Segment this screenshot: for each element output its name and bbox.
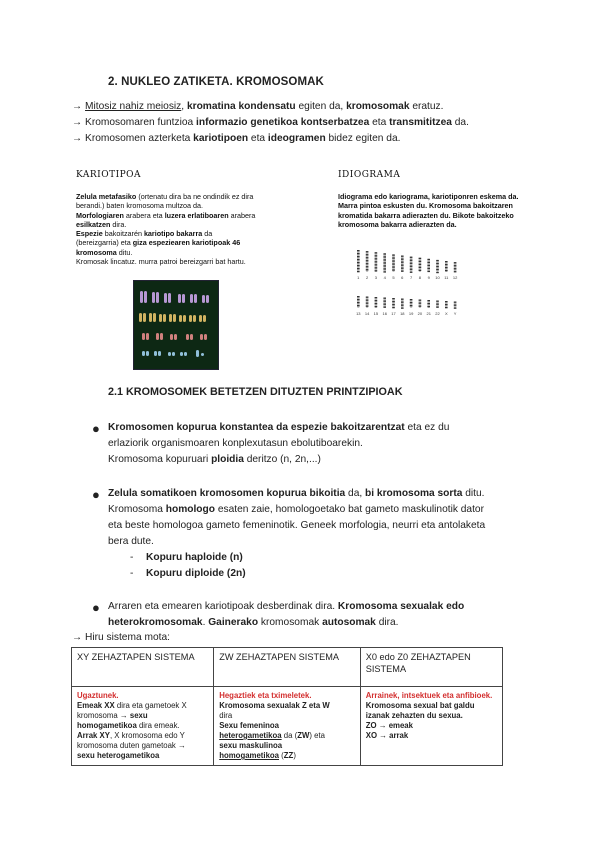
bold-text: esilkatzen — [76, 219, 111, 229]
ideogram-number: 5 — [392, 275, 395, 280]
ideogram-chromosome — [391, 298, 396, 316]
text: deritzo (n, 2n,...) — [243, 454, 321, 465]
ideogram-number: X — [444, 311, 448, 316]
dash-icon: - — [130, 568, 134, 579]
bold-text: Kromosoma sexualak edo — [337, 601, 465, 612]
ideogram-text: Idiograma edo kariograma, kariotiponren eskema da. Marra pintoa eskusten du. Kromosoma bakoitzaren kromatida bakarra adierazten du. Bikote bakoitzeko kromosoma bakarra adierazten da. — [338, 192, 519, 229]
bold-text: ZZ — [283, 751, 294, 760]
haploid-label: Kopuru haploide (n) — [146, 552, 243, 563]
subsection-heading: 2.1 KROMOSOMEK BETETZEN DITUZTEN PRINTZIPIOAK — [108, 386, 403, 398]
text: Kromosak lincatuz. murra patroi bereizgarri bat hartu. — [76, 257, 246, 267]
text: esaten zaie, homologoetako bat gameto maskulinotik dator — [214, 504, 484, 515]
text: kromosoma → — [77, 711, 130, 720]
ideogram-number: 1 — [357, 275, 360, 280]
cell-x0 — [360, 687, 502, 766]
ideogram-chromosome — [357, 250, 360, 280]
text: ditu. — [462, 488, 485, 499]
text: ) — [293, 751, 296, 760]
text: (ortenatu dira ba ne ondindik ez dira — [136, 192, 254, 201]
bold-text: ideogramen — [267, 133, 326, 144]
text: dira eta gametoek X — [114, 701, 187, 710]
bold-text: Zelula metafasiko — [76, 192, 137, 201]
bold-text: Arrak XY — [77, 731, 110, 740]
dash-icon: - — [130, 552, 134, 563]
bold-text: kariotipoen — [193, 133, 249, 144]
ideogram-chromosome — [453, 262, 458, 280]
bold-text: sexu — [129, 711, 148, 720]
bold-text: izanak zehazten du sexua. — [365, 711, 463, 720]
ideogram-number: 4 — [383, 275, 386, 280]
text: Kromosoma — [108, 504, 166, 515]
bold-text: autosomak — [322, 617, 376, 628]
bold-text: giza espeziearen kariotipoak 46 — [132, 238, 241, 248]
text: da. — [451, 117, 469, 128]
ideogram-chromosome — [454, 302, 457, 317]
bold-text: ZW — [297, 731, 310, 740]
intro-line-3 — [72, 132, 400, 145]
text: dira. — [110, 219, 127, 229]
text: berandi.) baten kromosoma multzoa da. — [76, 201, 204, 211]
bold-text: homogametikoa — [77, 721, 137, 730]
ideogram-number: 8 — [418, 275, 422, 280]
table-header-row — [72, 648, 503, 687]
bold-text: Emeak XX — [77, 701, 115, 710]
bullet-1-text — [108, 420, 528, 468]
text: arabera — [228, 210, 256, 220]
text: (bereizgarria) eta — [76, 238, 133, 248]
intro-line-2 — [72, 116, 469, 129]
diploid-label: Kopuru diploide (2n) — [146, 568, 246, 579]
karyotype-text — [76, 192, 296, 266]
bold-text: Sexu femeninoa — [219, 721, 280, 730]
arrow-icon: → — [72, 133, 83, 144]
ideogram-number: 14 — [364, 311, 370, 316]
bold-text: informazio genetikoa kontserbatzea — [196, 117, 370, 128]
bold-text: Zelula somatikoen kromosomen kopurua bikoitia — [108, 488, 346, 499]
ideogram-number: 11 — [444, 275, 449, 280]
bold-text: kromatina kondensatu — [186, 101, 296, 112]
text: Kromosomaren funtzioa — [82, 117, 197, 128]
ideogram-chromosome — [400, 299, 405, 317]
bold-text: kromosoma — [76, 247, 117, 257]
text: ditu. — [116, 247, 133, 257]
text: eta — [248, 133, 268, 144]
text: dira. — [375, 617, 399, 628]
ideogram-chromosome — [409, 299, 414, 316]
bullet-icon: ● — [92, 487, 100, 502]
ideogram-chromosome — [435, 260, 440, 280]
bullet-3-text — [108, 599, 528, 631]
bold-text: bi kromosoma sorta — [365, 488, 463, 499]
bullet-icon: ● — [92, 421, 100, 436]
bold-text: ZO → emeak — [365, 721, 413, 730]
bold-text: kariotipo bakarra — [143, 229, 203, 239]
bold-text: transmititzea — [389, 117, 452, 128]
text: eratuz. — [409, 101, 444, 112]
bold-text: Kromosoma sexual bat galdu — [365, 701, 475, 710]
ideogram-number: 12 — [452, 275, 458, 280]
text: eta beste homologoa gameto femeninotik. Geneek morfologia, neurri eta antolaketa — [108, 520, 486, 531]
section-heading: 2. NUKLEO ZATIKETA. KROMOSOMAK — [108, 76, 324, 88]
underlined-text: Mitosiz nahiz meiosiz — [85, 101, 182, 112]
ideogram-chromosome — [382, 298, 387, 317]
bold-text: sexu heterogametikoa — [77, 751, 160, 760]
text: Kromosoma kopuruari — [108, 454, 212, 465]
ideogram-number: 13 — [356, 311, 361, 316]
header-xy: XY ZEHAZTAPEN SISTEMA — [72, 648, 214, 687]
ideogram-chromosome — [445, 301, 448, 316]
text: bidez egiten da. — [325, 133, 401, 144]
text: da — [202, 229, 213, 239]
bold-text: Kromosoma sexualak Z eta W — [219, 701, 330, 710]
text: dira emeak. — [136, 721, 180, 730]
bold-text: ploidia — [211, 454, 244, 465]
systems-intro: → Hiru sistema mota: — [72, 632, 170, 643]
ideogram-number: 6 — [401, 275, 404, 280]
ideogram-chromosome — [410, 257, 413, 280]
ideogram-number: 18 — [400, 311, 405, 316]
ideogram-chromosome — [365, 297, 370, 317]
bullet-2-text — [108, 486, 528, 550]
ideogram-number: 3 — [374, 275, 378, 280]
ideogram-chromosome — [366, 251, 369, 280]
ideogram-chromosome — [356, 296, 361, 316]
ideogram-number: 19 — [408, 311, 414, 316]
bold-text: homogametikoa — [219, 751, 280, 760]
text: dira — [219, 711, 233, 720]
karyotype-chromosomes-picture — [134, 281, 218, 369]
bold-text: heterogametikoa — [219, 731, 282, 740]
text: bakoitzarén — [102, 229, 144, 239]
ideogram-number: 17 — [391, 311, 396, 316]
ideogram-chromosome — [419, 258, 422, 280]
ideogram-number: 21 — [426, 311, 431, 316]
text: da ( — [281, 731, 298, 740]
text: bera dute. — [108, 536, 154, 547]
ideogram-chromosome — [401, 256, 404, 281]
text: , X kromosoma edo Y — [109, 731, 185, 740]
red-label: Ugaztunek. — [77, 691, 119, 700]
ideogram-chromosome — [426, 300, 431, 316]
red-label: Hegaztiek eta tximeletek. — [219, 691, 312, 700]
table-row — [72, 687, 503, 766]
text: kromosomak — [258, 617, 323, 628]
bold-text: Espezie — [76, 229, 103, 239]
cell-xy — [72, 687, 214, 766]
ideogram-number: 16 — [382, 311, 387, 316]
text: Arraren eta emearen kariotipoak desberdinak dira. — [108, 601, 338, 612]
ideogram-chromosome — [435, 301, 440, 317]
text: eta ez du — [404, 422, 450, 433]
bold-text: Gainerako — [208, 617, 259, 628]
red-label: Arrainek, intsektuek eta anfibioek. — [365, 691, 493, 700]
ideogram-title: IDIOGRAMA — [338, 170, 401, 180]
ideogram-number: Y — [453, 311, 457, 316]
ideogram-number: 15 — [373, 311, 379, 316]
cell-zw — [214, 687, 361, 766]
ideogram-chromosome — [383, 253, 386, 280]
bold-text: XO → arrak — [365, 731, 409, 740]
arrow-icon: → — [72, 101, 83, 112]
text: Kromosomen azterketa — [82, 133, 194, 144]
ideogram-chromosome — [392, 254, 395, 280]
ideogram-chromosome — [418, 300, 423, 317]
text: . — [202, 617, 209, 628]
ideogram-chromosome — [374, 297, 379, 316]
ideogram-chromosome — [427, 259, 430, 280]
bold-text: Morfologiaren — [76, 210, 124, 220]
text: , — [181, 101, 187, 112]
ideogram-image — [354, 246, 462, 320]
text: ( — [279, 751, 284, 760]
ideogram-number: 10 — [435, 275, 440, 280]
bold-text: kromosomak — [346, 101, 410, 112]
ideogram-chromosome — [444, 261, 449, 280]
bold-text: Kromosomen kopurua konstantea da espezie bakoitzarentzat — [108, 422, 405, 433]
ideogram-number: 22 — [435, 311, 440, 316]
text: kromosoma duten gametoak → — [77, 741, 186, 750]
ideogram-number: 20 — [417, 311, 423, 316]
karyotype-image — [133, 280, 219, 370]
text: erlaziorik organismoaren konplexutasun ebolutiboarekin. — [108, 438, 363, 449]
intro-line-1 — [72, 100, 443, 113]
ideogram-number: 9 — [427, 275, 430, 280]
bold-text: sexu maskulinoa — [219, 741, 283, 750]
bold-text: luzera erlatiboaren — [164, 210, 229, 220]
bold-text: homologo — [165, 504, 215, 515]
arrow-icon: → — [72, 117, 83, 128]
bold-text: heterokromosomak — [108, 617, 203, 628]
ideogram-chromosomes-picture — [354, 246, 462, 320]
header-zw: ZW ZEHAZTAPEN SISTEMA — [214, 648, 361, 687]
bullet-icon: ● — [92, 600, 100, 615]
text: egiten da, — [295, 101, 347, 112]
ideogram-chromosome — [375, 252, 378, 280]
ideogram-number: 2 — [365, 275, 369, 280]
text: arabera eta — [123, 210, 165, 220]
karyotype-title: KARIOTIPOA — [76, 170, 142, 180]
ideogram-number: 7 — [409, 275, 413, 280]
header-x0: X0 edo Z0 ZEHAZTAPEN SISTEMA — [360, 648, 502, 687]
text: eta — [369, 117, 390, 128]
text: ) eta — [309, 731, 325, 740]
systems-table — [71, 647, 503, 766]
text: da, — [345, 488, 366, 499]
